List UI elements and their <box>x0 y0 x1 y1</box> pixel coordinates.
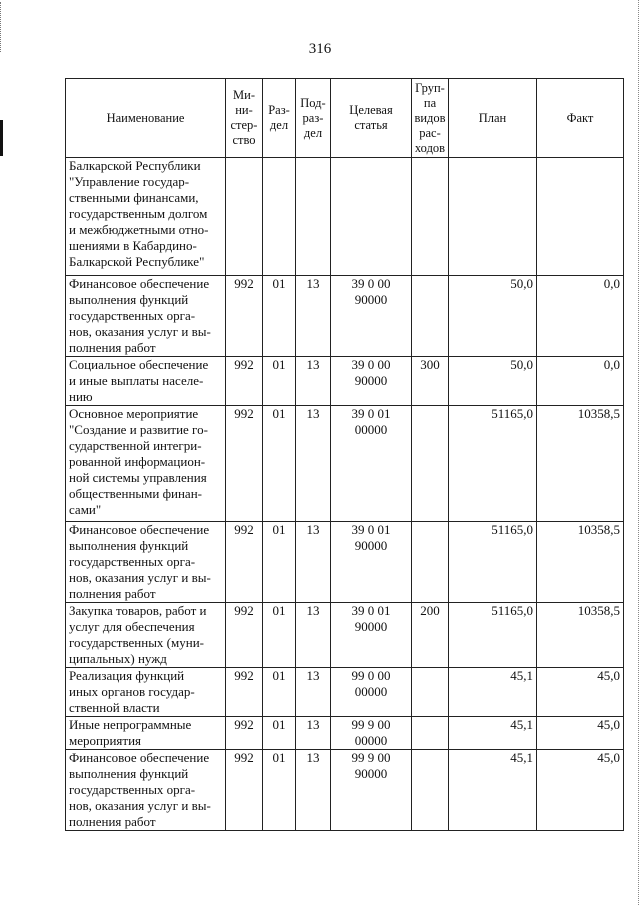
cell-gvr <box>412 406 449 522</box>
cell-name-line: полнения работ <box>69 586 156 601</box>
cell-gvr: 200 <box>412 603 449 668</box>
column-header-line: статья <box>354 118 388 132</box>
cell-podr: 13 <box>296 603 331 668</box>
cell-gvr <box>412 668 449 717</box>
column-header-line: видов <box>414 110 446 125</box>
column-header-line: Под- <box>300 95 326 110</box>
cell-name-line: выполнения функций <box>69 292 189 307</box>
cell-name-line: нов, оказания услуг и вы- <box>69 324 211 339</box>
cell-podr: 13 <box>296 750 331 831</box>
cell-name <box>66 750 226 831</box>
column-header-gvr <box>412 79 449 158</box>
cell-podr <box>296 158 331 276</box>
cell-name-line: Финансовое обеспечение <box>69 750 210 765</box>
cell-name <box>66 276 226 357</box>
table-row <box>66 276 624 357</box>
cell-name-line: ственной власти <box>69 700 160 715</box>
cell-podr: 13 <box>296 668 331 717</box>
cell-name-line: Социальное обеспечение <box>69 357 209 372</box>
cell-name-line: услуг для обеспечения <box>69 619 195 634</box>
cell-name-line: нию <box>69 389 93 404</box>
column-header-line: дел <box>269 118 289 132</box>
page-number: 316 <box>308 41 332 57</box>
column-header-line: стер- <box>230 118 258 132</box>
column-header-name <box>66 79 226 158</box>
cell-min <box>226 158 263 276</box>
cell-podr: 13 <box>296 717 331 750</box>
column-header-line: Груп- <box>415 80 445 95</box>
cell-podr: 13 <box>296 276 331 357</box>
cell-name-line: общественными финан- <box>69 486 202 501</box>
cell-razdel: 01 <box>263 750 296 831</box>
cell-gvr <box>412 717 449 750</box>
column-header-line: раз- <box>302 110 324 125</box>
cell-fakt: 10358,5 <box>537 603 624 668</box>
cell-name <box>66 158 226 276</box>
cell-plan: 45,1 <box>449 668 537 717</box>
cell-fakt: 10358,5 <box>537 522 624 603</box>
cell-cs: 39 0 00 90000 <box>331 276 412 357</box>
cell-cs <box>331 158 412 276</box>
table-body <box>66 158 624 831</box>
cell-name-line: сударственной интегри- <box>69 438 202 453</box>
cell-cs: 99 9 00 00000 <box>331 717 412 750</box>
column-header-line: рас- <box>419 125 441 140</box>
table-row <box>66 603 624 668</box>
cell-gvr <box>412 276 449 357</box>
cell-name-line: мероприятия <box>69 733 142 748</box>
cell-podr: 13 <box>296 522 331 603</box>
cell-name-line: Основное мероприятие <box>69 406 199 421</box>
cell-razdel: 01 <box>263 668 296 717</box>
column-header-line: ходов <box>414 140 446 155</box>
cell-plan: 45,1 <box>449 750 537 831</box>
cell-name-line: выполнения функций <box>69 538 189 553</box>
cell-name-line: государственных орга- <box>69 308 196 323</box>
cell-razdel: 01 <box>263 276 296 357</box>
cell-gvr <box>412 750 449 831</box>
column-header-line: Раз- <box>268 103 290 117</box>
cell-fakt <box>537 158 624 276</box>
cell-cs: 99 9 00 90000 <box>331 750 412 831</box>
cell-name-line: нов, оказания услуг и вы- <box>69 798 211 813</box>
cell-name-line: Финансовое обеспечение <box>69 276 210 291</box>
cell-fakt: 10358,5 <box>537 406 624 522</box>
cell-min: 992 <box>226 717 263 750</box>
cell-min: 992 <box>226 522 263 603</box>
column-header-line: па <box>423 95 437 110</box>
cell-name <box>66 406 226 522</box>
cell-name <box>66 603 226 668</box>
cell-plan: 51165,0 <box>449 406 537 522</box>
column-header-plan <box>449 79 537 158</box>
column-header-cs <box>331 79 412 158</box>
cell-name-line: иных органов государ- <box>69 684 195 699</box>
table-row <box>66 158 624 276</box>
cell-fakt: 0,0 <box>537 276 624 357</box>
column-header-line: Целевая <box>349 103 393 117</box>
cell-cs: 39 0 01 90000 <box>331 603 412 668</box>
cell-name <box>66 668 226 717</box>
cell-cs: 39 0 01 00000 <box>331 406 412 522</box>
cell-name-line: нов, оказания услуг и вы- <box>69 570 211 585</box>
cell-plan <box>449 158 537 276</box>
cell-min: 992 <box>226 276 263 357</box>
cell-fakt: 45,0 <box>537 717 624 750</box>
cell-name-line: Реализация функций <box>69 668 185 683</box>
column-header-line: Наименование <box>106 110 185 125</box>
cell-plan: 45,1 <box>449 717 537 750</box>
column-header-razdel <box>263 79 296 158</box>
cell-name-line: полнения работ <box>69 340 156 355</box>
cell-name-line: шениями в Кабардино- <box>69 238 197 253</box>
cell-gvr: 300 <box>412 357 449 406</box>
cell-razdel <box>263 158 296 276</box>
cell-name-line: Иные непрограммные <box>69 717 192 732</box>
cell-name-line: государственных орга- <box>69 782 196 797</box>
cell-name-line: выполнения функций <box>69 766 189 781</box>
table-row <box>66 522 624 603</box>
cell-razdel: 01 <box>263 522 296 603</box>
cell-name-line: "Создание и развитие го- <box>69 422 208 437</box>
column-header-line: дел <box>303 125 323 140</box>
budget-table <box>65 78 624 831</box>
cell-plan: 50,0 <box>449 276 537 357</box>
cell-name-line: сами" <box>69 502 102 517</box>
cell-name-line: Балкарской Республики <box>69 158 201 173</box>
table-header-row <box>66 79 624 158</box>
cell-gvr <box>412 158 449 276</box>
table-row <box>66 668 624 717</box>
cell-name-line: Закупка товаров, работ и <box>69 603 207 618</box>
cell-cs: 39 0 01 90000 <box>331 522 412 603</box>
margin-mark <box>0 120 3 156</box>
cell-name-line: "Управление государ- <box>69 174 190 189</box>
cell-name-line: Балкарской Республике" <box>69 254 205 269</box>
cell-razdel: 01 <box>263 406 296 522</box>
cell-podr: 13 <box>296 357 331 406</box>
cell-name-line: государственных орга- <box>69 554 196 569</box>
cell-razdel: 01 <box>263 603 296 668</box>
cell-name-line: полнения работ <box>69 814 156 829</box>
cell-fakt: 45,0 <box>537 668 624 717</box>
table-row <box>66 717 624 750</box>
cell-name-line: государственным долгом <box>69 206 208 221</box>
column-header-podr <box>296 79 331 158</box>
cell-gvr <box>412 522 449 603</box>
table-row <box>66 406 624 522</box>
column-header-min <box>226 79 263 158</box>
cell-min: 992 <box>226 668 263 717</box>
column-header-line: Факт <box>566 110 594 125</box>
cell-name <box>66 522 226 603</box>
cell-name-line: государственных (муни- <box>69 635 204 650</box>
column-header-line: План <box>478 110 507 125</box>
cell-min: 992 <box>226 603 263 668</box>
cell-razdel: 01 <box>263 357 296 406</box>
column-header-line: ство <box>232 133 256 147</box>
cell-min: 992 <box>226 406 263 522</box>
cell-name <box>66 717 226 750</box>
cell-min: 992 <box>226 750 263 831</box>
cell-cs: 39 0 00 90000 <box>331 357 412 406</box>
table-row <box>66 357 624 406</box>
cell-name-line: Финансовое обеспечение <box>69 522 210 537</box>
cell-name-line: ной системы управления <box>69 470 207 485</box>
cell-fakt: 0,0 <box>537 357 624 406</box>
cell-cs: 99 0 00 00000 <box>331 668 412 717</box>
cell-name-line: и межбюджетными отно- <box>69 222 209 237</box>
cell-fakt: 45,0 <box>537 750 624 831</box>
cell-name-line: ственными финансами, <box>69 190 199 205</box>
column-header-fakt <box>537 79 624 158</box>
cell-plan: 51165,0 <box>449 603 537 668</box>
cell-razdel: 01 <box>263 717 296 750</box>
cell-plan: 51165,0 <box>449 522 537 603</box>
cell-name <box>66 357 226 406</box>
page-edge <box>637 0 639 905</box>
cell-name-line: и иные выплаты населе- <box>69 373 204 388</box>
cell-name-line: ципальных) нужд <box>69 651 167 666</box>
table-row <box>66 750 624 831</box>
column-header-line: Ми- <box>233 88 255 102</box>
cell-plan: 50,0 <box>449 357 537 406</box>
cell-min: 992 <box>226 357 263 406</box>
cell-podr: 13 <box>296 406 331 522</box>
cell-name-line: рованной информацион- <box>69 454 206 469</box>
column-header-line: ни- <box>235 103 253 117</box>
